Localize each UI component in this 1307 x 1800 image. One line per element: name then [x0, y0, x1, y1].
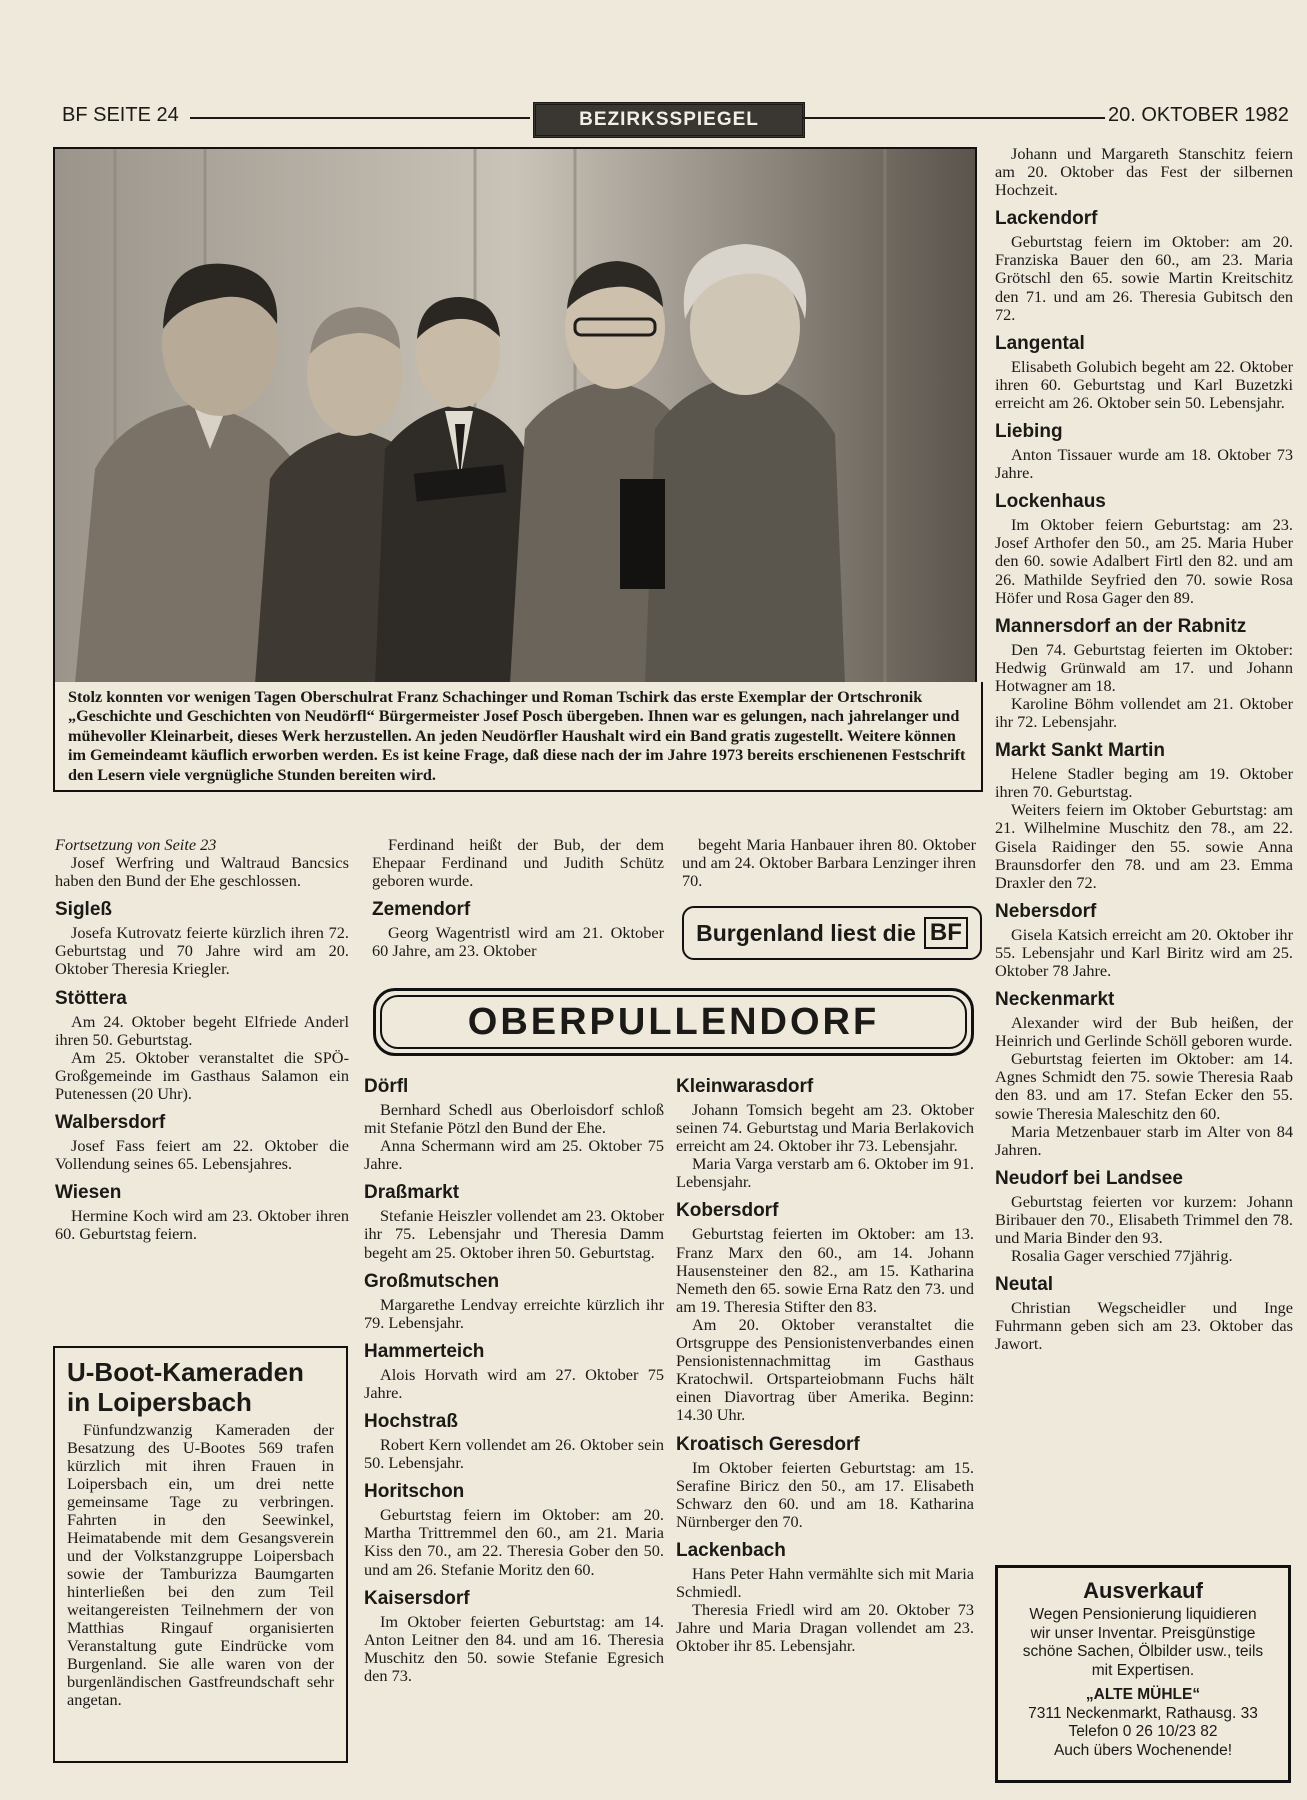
article-text: Margarethe Lendvay erreichte kürzlich ihr 79. Lebensjahr. — [364, 1294, 664, 1332]
article-text: Gisela Katsich erreicht am 20. Oktober ihr 55. Lebensjahr und Karl Biritz wird am 25. Oktober 78 Jahre. — [995, 924, 1293, 980]
article-text: Am 25. Oktober veranstaltet die SPÖ-Großgemeinde im Gasthaus Salamon ein Putenessen (20 Uhr). — [55, 1047, 349, 1103]
ad-line: schöne Sachen, Ölbilder usw., teils — [1022, 1643, 1264, 1660]
column-2-top — [372, 836, 664, 960]
photo-illustration — [55, 149, 975, 684]
article-heading: Neudorf bei Landsee — [995, 1167, 1183, 1189]
article-heading: Draßmarkt — [364, 1182, 460, 1204]
article-intro: Josef Werfring und Waltraud Bancsics haben den Bund der Ehe geschlossen. — [55, 853, 349, 891]
article-heading: Sigleß — [55, 899, 113, 921]
article-text: Im Oktober feierten Geburtstag: am 14. Anton Leitner den 84. und am 16. Theresia Muschitz den 50. sowie Stefanie Egresich den 73. — [364, 1611, 664, 1685]
ad-address: 7311 Neckenmarkt, Rathausg. 33 — [1028, 1704, 1258, 1722]
column-2 — [364, 1076, 664, 1685]
article-text: Geburtstag feierten im Oktober: am 13. Franz Marx den 60., am 14. Johann Hausensteiner den 82., am 15. Katharina Nemeth den 65. sowie Erna Ratz den 73. und am 19. Theresia Stifter den 83. — [676, 1224, 974, 1316]
article-intro: Ferdinand heißt der Bub, der dem Ehepaar Ferdinand und Judith Schütz geboren wurde. — [372, 835, 664, 891]
article-text: Alexander wird der Bub heißen, der Heinrich und Gerlinde Schöll geboren wurde. — [995, 1013, 1293, 1051]
article-heading: Walbersdorf — [55, 1112, 166, 1134]
article-text: Geburtstag feierten im Oktober: am 14. Agnes Schmidt den 75. sowie Theresia Raab den 83. und am 17. Stefan Ecker den 55. sowie Theresia Maleschitz den 60. — [995, 1049, 1293, 1123]
ad-note: Auch übers Wochenende! — [1053, 1741, 1233, 1759]
article-heading: Markt Sankt Martin — [995, 740, 1165, 762]
issue-date: 20. OKTOBER 1982 — [1108, 104, 1289, 126]
article-heading: Dörfl — [364, 1076, 409, 1097]
article-heading: Hammerteich — [364, 1340, 485, 1362]
promo-burgenland — [682, 906, 982, 960]
district-title: OBERPULLENDORF — [380, 995, 967, 1049]
news-photo — [53, 147, 977, 686]
article-text: Josefa Kutrovatz feierte kürzlich ihren 72. Geburtstag und 70 Jahre wird am 20. Oktober Theresia Kriegler. — [55, 923, 349, 979]
bf-logo: BF — [924, 917, 968, 949]
article-text: Am 20. Oktober veranstaltet die Ortsgruppe des Pensionistenverbandes einen Pensionistennachmittag im Gasthaus Kratochwil. Ortsparteiobmann Fuchs hält einen Diavortrag über Amerika. Beginn: 14.30 Uhr. — [676, 1314, 974, 1425]
continuation-note: Fortsetzung von Seite 23 — [55, 835, 217, 854]
article-heading: Liebing — [995, 421, 1063, 443]
article-text: Rosalia Gager verschied 77jährig. — [1011, 1246, 1233, 1266]
article-text: Robert Kern vollendet am 26. Oktober sein 50. Lebensjahr. — [364, 1435, 664, 1473]
header-rule-right — [803, 117, 1105, 119]
article-heading: Neutal — [995, 1274, 1054, 1296]
article-heading: Lackenbach — [676, 1539, 786, 1561]
article-text: Georg Wagentristl wird am 21. Oktober 60 Jahre, am 23. Oktober — [372, 923, 664, 961]
article-text: Josef Fass feiert am 22. Oktober die Vollendung seines 65. Lebensjahres. — [55, 1136, 349, 1174]
article-text: Maria Varga verstarb am 6. Oktober im 91. Lebensjahr. — [676, 1154, 974, 1192]
article-text: Geburtstag feierten vor kurzem: Johann Biribauer den 70., Elisabeth Trimmel den 78. und Maria Binder den 93. — [995, 1191, 1293, 1248]
article-text: Im Oktober feiern Geburtstag: am 23. Josef Arthofer den 50., am 25. Maria Huber den 60. sowie Adalbert Firtl den 82. und am 26. Mathilde Seyfried den 70. sowie Rosa Höfer und Rosa Gager den 89. — [995, 515, 1293, 607]
article-text: Alois Horvath wird am 27. Oktober 75 Jahre. — [364, 1364, 664, 1402]
article-heading: Langental — [995, 332, 1085, 354]
article-heading: Lockenhaus — [995, 491, 1106, 513]
column-1 — [55, 836, 349, 1243]
article-intro: begeht Maria Hanbauer ihren 80. Oktober und am 24. Oktober Barbara Lenzinger ihren 70. — [682, 835, 976, 891]
article-text: Elisabeth Golubich begeht am 22. Oktober ihren 60. Geburtstag und Karl Buzetzki erreicht am 26. Oktober sein 50. Lebensjahr. — [995, 356, 1293, 412]
article-heading: Großmutschen — [364, 1270, 500, 1292]
article-heading: Lackendorf — [995, 208, 1098, 230]
article-text: Hans Peter Hahn vermählte sich mit Maria Schmiedl. — [676, 1563, 974, 1601]
article-heading: Kobersdorf — [676, 1200, 779, 1222]
article-heading: Hochstraß — [364, 1411, 458, 1433]
article-intro: Johann und Margareth Stanschitz feiern am 20. Oktober das Fest der silbernen Hochzeit. — [995, 144, 1293, 200]
ad-line: wir unser Inventar. Preisgünstige — [1030, 1624, 1256, 1642]
ad-phone: Telefon 0 26 10/23 82 — [1068, 1723, 1218, 1740]
article-text: Helene Stadler beging am 19. Oktober ihren 70. Geburtstag. — [995, 764, 1293, 802]
article-text: Anna Schermann wird am 25. Oktober 75 Jahre. — [364, 1136, 664, 1174]
column-3 — [676, 1076, 974, 1655]
ausverkauf-ad — [995, 1565, 1291, 1783]
ad-business-name: „ALTE MÜHLE“ — [1085, 1686, 1201, 1703]
article-heading: Mannersdorf an der Rabnitz — [995, 615, 1247, 637]
article-heading: Zemendorf — [372, 899, 471, 921]
article-text: Weiters feiern im Oktober Geburtstag: am 21. Wilhelmine Muschitz den 78., am 22. Gisela Raidinger den 55. sowie Anna Braunsdorfer den 78. und am 23. Emma Draxler den 72. — [995, 800, 1293, 892]
article-text: Am 24. Oktober begeht Elfriede Anderl ihren 50. Geburtstag. — [55, 1011, 349, 1049]
ad-line: mit Expertisen. — [1091, 1661, 1195, 1679]
article-text: Bernhard Schedl aus Oberloisdorf schloß mit Stefanie Pötzl den Bund der Ehe. — [364, 1100, 664, 1138]
article-heading: Wiesen — [55, 1182, 122, 1204]
article-text: Karoline Böhm vollendet am 21. Oktober ihr 72. Lebensjahr. — [995, 693, 1293, 732]
article-text: Stefanie Heiszler vollendet am 23. Oktober ihr 75. Lebensjahr und Theresia Damm begeht am 25. Oktober ihren 50. Geburtstag. — [364, 1206, 664, 1262]
photo-caption: Stolz konnten vor wenigen Tagen Oberschulrat Franz Schachinger und Roman Tschirk das erste Exemplar der Ortschronik „Geschichte und Geschichten von Neudörfl“ Bürgermeister Josef Posch übergeben. Ihnen war es gelungen, nach jahrelanger und mühevoller Kleinarbeit, dieses Werk herzustellen. An jeden Neudörfler Haushalt wird ein Band gratis zugestellt. Weitere können im Gemeindeamt käuflich erworben werden. Es ist keine Frage, daß diese nach der im Jahre 1973 bereits erschienenen Festschrift den Lesern viele vergnügliche Stunden bereiten wird. — [53, 682, 983, 792]
promo-text: Burgenland liest die — [696, 919, 916, 946]
article-heading: Stöttera — [55, 987, 127, 1009]
article-heading: Horitschon — [364, 1481, 465, 1503]
header-rule-left — [190, 117, 530, 119]
loipersbach-box — [53, 1346, 348, 1763]
article-heading: Kleinwarasdorf — [676, 1076, 814, 1097]
ad-title: Ausverkauf — [1083, 1578, 1203, 1603]
article-heading: Kaisersdorf — [364, 1587, 470, 1609]
article-heading: Nebersdorf — [995, 900, 1097, 922]
column-3-top — [682, 836, 976, 890]
article-text: Christian Wegscheidler und Inge Fuhrmann geben sich am 23. Oktober das Jawort. — [995, 1298, 1293, 1354]
article-text: Anton Tissauer wurde am 18. Oktober 73 Jahre. — [995, 445, 1293, 483]
article-text: Johann Tomsich begeht am 23. Oktober seinen 74. Geburtstag und Maria Berlakovich erreicht am 24. Oktober ihr 73. Lebensjahr. — [676, 1100, 974, 1156]
ad-line: Wegen Pensionierung liquidieren — [1029, 1606, 1257, 1623]
district-banner — [373, 988, 974, 1056]
section-tag: BEZIRKSSPIEGEL — [533, 102, 805, 138]
article-text: Hermine Koch wird am 23. Oktober ihren 60. Geburtstag feiern. — [55, 1206, 349, 1244]
article-text: Geburtstag feiern im Oktober: am 20. Franziska Bauer den 60., am 23. Maria Grötschl den 65. sowie Martin Kreitschitz den 71. und am 26. Theresia Gubitsch den 72. — [995, 232, 1293, 324]
box-title: U-Boot-Kameraden in Loipersbach — [67, 1357, 304, 1417]
page-label: BF SEITE 24 — [62, 104, 179, 126]
article-heading: Neckenmarkt — [995, 989, 1115, 1011]
article-text: Im Oktober feierten Geburtstag: am 15. Serafine Biricz den 50., am 17. Elisabeth Schwarz den 60. und am 18. Katharina Nürnberger den 70. — [676, 1457, 974, 1531]
article-text: Den 74. Geburtstag feierten im Oktober: Hedwig Grünwald am 17. und Johann Hotwagner am 18. — [995, 639, 1293, 695]
box-text: Fünfundzwanzig Kameraden der Besatzung des U-Bootes 569 trafen kürzlich mit ihren Frauen in Loipersbach ein, um drei nette gemeinsame Tage zu verbringen. Fahrten in den Seewinkel, Heimatabende mit dem Gesangsverein und der Volkstanzgruppe Loipersbach sowie der Tamburizza Baumgarten hinterließen bei den zum Teil weitangereisten Teilnehmern der von Matthias Ringauf organisierten Veranstaltung gute Eindrücke vom Burgenland. Sie alle waren von der burgenländischen Gastfreundschaft sehr angetan. — [67, 1420, 334, 1709]
article-text: Maria Metzenbauer starb im Alter von 84 Jahren. — [995, 1121, 1293, 1159]
article-heading: Kroatisch Geresdorf — [676, 1433, 860, 1455]
article-text: Geburtstag feiern im Oktober: am 20. Martha Trittremmel den 60., am 21. Maria Kiss den 70., am 22. Theresia Gober den 50. und am 26. Stefanie Moritz den 60. — [364, 1505, 664, 1579]
column-4 — [995, 145, 1293, 1354]
article-text: Theresia Friedl wird am 20. Oktober 73 Jahre und Maria Dragan vollendet am 23. Oktober ihr 85. Lebensjahr. — [676, 1600, 974, 1656]
